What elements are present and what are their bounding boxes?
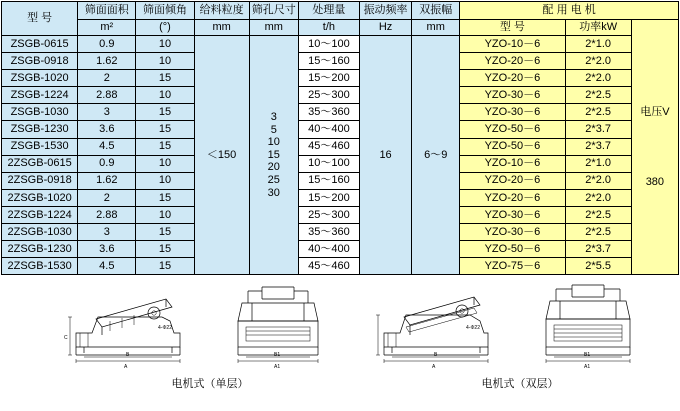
cell-area: 0.9 xyxy=(78,155,136,172)
cell-capacity: 25～300 xyxy=(298,87,359,104)
cell-area: 4.5 xyxy=(78,138,136,155)
cell-angle: 15 xyxy=(136,70,194,87)
mesh-size-25: 25 xyxy=(267,174,280,187)
header-model: 型 号 xyxy=(2,2,78,36)
cell-area: 3 xyxy=(78,224,136,241)
cell-model: 2ZSGB-0918 xyxy=(2,172,78,189)
unit-amplitude: mm xyxy=(412,20,460,36)
cell-motor-model: YZO-30－6 xyxy=(460,104,565,121)
cell-motor-power: 2*1.0 xyxy=(565,36,631,53)
cell-motor-model: YZO-75－6 xyxy=(460,258,565,275)
cell-model: ZSGB-0918 xyxy=(2,53,78,70)
cell-angle: 10 xyxy=(136,206,194,223)
cell-vibration-frequency: 16 xyxy=(360,36,412,275)
cell-motor-power: 2*2.5 xyxy=(565,206,631,223)
cell-model: ZSGB-1224 xyxy=(2,87,78,104)
cell-area: 3.6 xyxy=(78,241,136,258)
cell-model: 2ZSGB-1030 xyxy=(2,224,78,241)
svg-text:4-Φ22: 4-Φ22 xyxy=(466,325,480,332)
cell-model: 2ZSGB-0615 xyxy=(2,155,78,172)
table-row xyxy=(2,70,679,87)
cell-model: 2ZSGB-1530 xyxy=(2,258,78,275)
cell-area: 1.62 xyxy=(78,172,136,189)
cell-area: 2.88 xyxy=(78,206,136,223)
cell-model: ZSGB-0615 xyxy=(2,36,78,53)
svg-text:4-Φ22: 4-Φ22 xyxy=(158,325,172,332)
cell-capacity: 45～460 xyxy=(298,258,359,275)
svg-text:B: B xyxy=(434,352,438,359)
unit-screen-area: m² xyxy=(78,20,136,36)
cell-motor-model: YZO-30－6 xyxy=(460,206,565,223)
cell-angle: 15 xyxy=(136,138,194,155)
drawing-single-deck-front-view xyxy=(218,277,338,369)
cell-motor-power: 2*3.7 xyxy=(565,138,631,155)
cell-motor-power: 2*2.5 xyxy=(565,224,631,241)
cell-area: 2 xyxy=(78,70,136,87)
table-row xyxy=(2,155,679,172)
cell-model: ZSGB-1030 xyxy=(2,104,78,121)
cell-angle: 10 xyxy=(136,53,194,70)
drawing-double-deck-front-view xyxy=(526,277,650,369)
cell-motor-power: 2*2.5 xyxy=(565,104,631,121)
cell-motor-model: YZO-30－6 xyxy=(460,87,565,104)
cell-motor-power: 2*5.5 xyxy=(565,258,631,275)
cell-motor-power: 2*2.0 xyxy=(565,189,631,206)
cell-capacity: 15～160 xyxy=(298,172,359,189)
cell-mesh-size xyxy=(249,36,298,275)
cell-area: 3 xyxy=(78,104,136,121)
cell-motor-model: YZO-20－6 xyxy=(460,53,565,70)
table-row xyxy=(2,224,679,241)
table-header-row-2 xyxy=(2,20,679,36)
svg-text:B: B xyxy=(126,352,130,359)
table-header-row-1 xyxy=(2,2,679,20)
cell-capacity: 10～100 xyxy=(298,155,359,172)
table-row xyxy=(2,104,679,121)
table-row xyxy=(2,87,679,104)
table-row xyxy=(2,206,679,223)
cell-model: ZSGB-1020 xyxy=(2,70,78,87)
header-vibration-frequency: 振动频率 xyxy=(360,2,412,20)
header-mesh-size: 筛孔尺寸 xyxy=(249,2,298,20)
header-voltage-label: 电压V xyxy=(640,105,670,118)
table-row xyxy=(2,36,679,53)
header-motor-group: 配 用 电 机 xyxy=(460,2,679,20)
technical-drawings xyxy=(0,275,680,402)
cell-model: ZSGB-1530 xyxy=(2,138,78,155)
cell-motor-power: 2*3.7 xyxy=(565,241,631,258)
unit-mesh-size: mm xyxy=(249,20,298,36)
cell-motor-power: 2*2.0 xyxy=(565,53,631,70)
cell-capacity: 35～360 xyxy=(298,104,359,121)
voltage-value: 380 xyxy=(645,176,665,189)
svg-text:A1: A1 xyxy=(584,364,591,370)
unit-feed-size: mm xyxy=(194,20,249,36)
cell-model: 2ZSGB-1020 xyxy=(2,189,78,206)
cell-angle: 10 xyxy=(136,155,194,172)
svg-text:A1: A1 xyxy=(274,364,281,370)
header-motor-power: 功率kW xyxy=(565,20,631,36)
cell-capacity: 35～360 xyxy=(298,224,359,241)
cell-motor-model: YZO-50－6 xyxy=(460,138,565,155)
header-feed-size: 给料粒度 xyxy=(194,2,249,20)
cell-capacity: 15～200 xyxy=(298,70,359,87)
cell-angle: 15 xyxy=(136,189,194,206)
cell-angle: 10 xyxy=(136,172,194,189)
svg-text:A: A xyxy=(432,364,436,370)
cell-capacity: 40～400 xyxy=(298,241,359,258)
mesh-size-5: 5 xyxy=(270,123,277,136)
table-row xyxy=(2,189,679,206)
cell-motor-model: YZO-10－6 xyxy=(460,36,565,53)
mesh-size-3: 3 xyxy=(270,110,277,123)
cell-area: 2.88 xyxy=(78,87,136,104)
cell-capacity: 15～200 xyxy=(298,189,359,206)
svg-text:A: A xyxy=(124,364,128,370)
specification-table xyxy=(1,1,679,275)
cell-feed-size: ＜150 xyxy=(194,36,249,275)
table-row xyxy=(2,138,679,155)
cell-capacity: 10～100 xyxy=(298,36,359,53)
cell-angle: 15 xyxy=(136,104,194,121)
header-motor-model: 型 号 xyxy=(460,20,565,36)
cell-motor-power: 2*2.5 xyxy=(565,87,631,104)
cell-capacity: 40～400 xyxy=(298,121,359,138)
cell-motor-model: YZO-30－6 xyxy=(460,224,565,241)
spec-sheet-page xyxy=(0,1,680,411)
table-row xyxy=(2,172,679,189)
mesh-size-15: 15 xyxy=(267,148,280,161)
cell-angle: 10 xyxy=(136,87,194,104)
cell-angle: 10 xyxy=(136,36,194,53)
unit-screen-angle: (°) xyxy=(136,20,194,36)
mesh-size-20: 20 xyxy=(267,161,280,174)
cell-motor-power: 2*3.7 xyxy=(565,121,631,138)
table-row xyxy=(2,53,679,70)
cell-capacity: 25～300 xyxy=(298,206,359,223)
mesh-size-30: 30 xyxy=(267,186,280,199)
cell-capacity: 45～460 xyxy=(298,138,359,155)
caption-double-deck: 电机式（双层） xyxy=(481,378,559,391)
table-row xyxy=(2,121,679,138)
header-voltage xyxy=(631,20,678,275)
cell-motor-model: YZO-10－6 xyxy=(460,155,565,172)
caption-single-deck: 电机式（单层） xyxy=(171,378,249,391)
cell-motor-model: YZO-50－6 xyxy=(460,241,565,258)
cell-area: 3.6 xyxy=(78,121,136,138)
cell-motor-model: YZO-20－6 xyxy=(460,70,565,87)
cell-area: 4.5 xyxy=(78,258,136,275)
cell-area: 2 xyxy=(78,189,136,206)
header-screen-area: 筛面面积 xyxy=(78,2,136,20)
table-row xyxy=(2,258,679,275)
cell-motor-model: YZO-20－6 xyxy=(460,172,565,189)
header-amplitude: 双振幅 xyxy=(412,2,460,20)
table-row xyxy=(2,241,679,258)
cell-motor-model: YZO-20－6 xyxy=(460,189,565,206)
cell-angle: 15 xyxy=(136,121,194,138)
cell-area: 1.62 xyxy=(78,53,136,70)
unit-capacity: t/h xyxy=(298,20,359,36)
unit-vibration-frequency: Hz xyxy=(360,20,412,36)
svg-text:C: C xyxy=(64,335,68,342)
cell-motor-model: YZO-50－6 xyxy=(460,121,565,138)
cell-capacity: 15～160 xyxy=(298,53,359,70)
cell-angle: 15 xyxy=(136,258,194,275)
header-screen-angle: 筛面倾角 xyxy=(136,2,194,20)
cell-motor-power: 2*1.0 xyxy=(565,155,631,172)
mesh-size-10: 10 xyxy=(267,136,280,149)
cell-model: 2ZSGB-1230 xyxy=(2,241,78,258)
cell-area: 0.9 xyxy=(78,36,136,53)
header-capacity: 处理量 xyxy=(298,2,359,20)
drawing-double-deck-side-view xyxy=(370,277,502,369)
cell-model: 2ZSGB-1224 xyxy=(2,206,78,223)
svg-text:B1: B1 xyxy=(274,352,281,359)
cell-motor-power: 2*2.0 xyxy=(565,172,631,189)
cell-angle: 15 xyxy=(136,224,194,241)
drawing-single-deck-side-view xyxy=(62,277,194,369)
cell-amplitude: 6～9 xyxy=(412,36,460,275)
svg-text:B1: B1 xyxy=(584,352,591,359)
cell-angle: 15 xyxy=(136,241,194,258)
cell-model: ZSGB-1230 xyxy=(2,121,78,138)
cell-motor-power: 2*2.0 xyxy=(565,70,631,87)
